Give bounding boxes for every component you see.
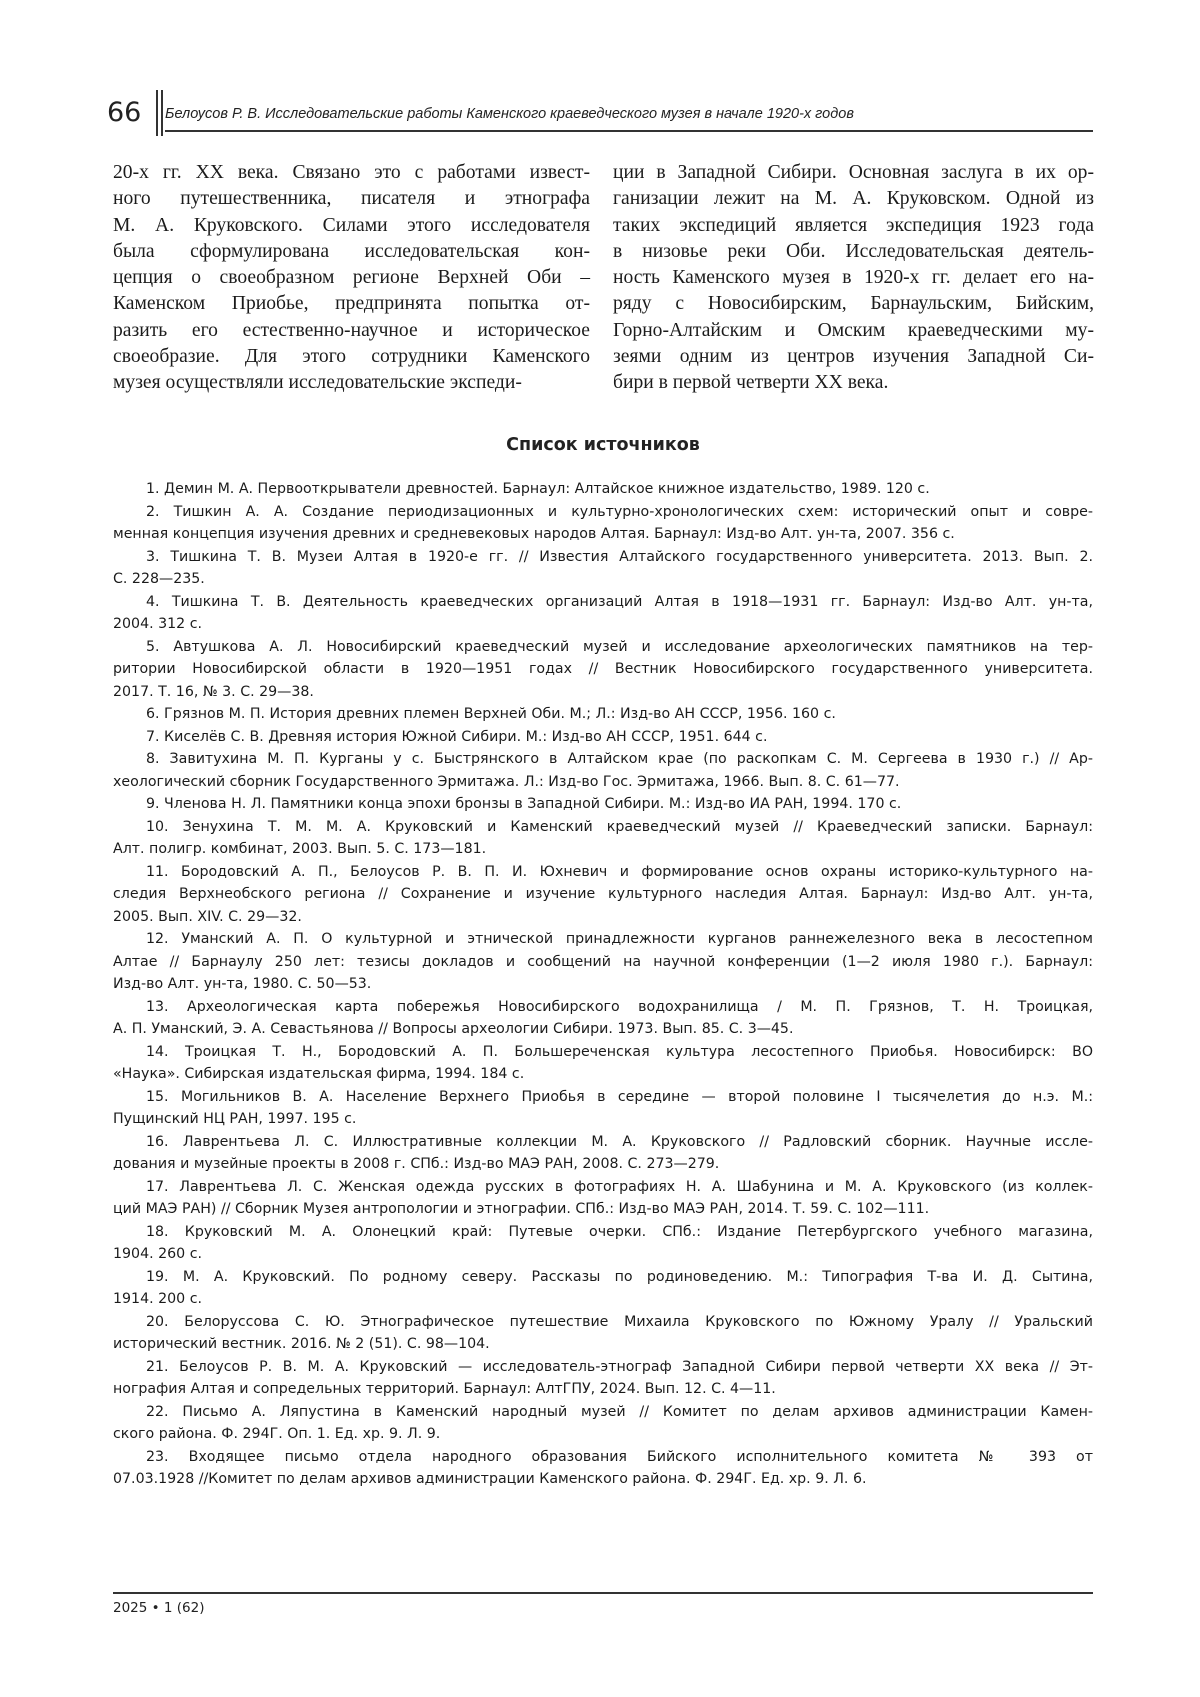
text-line: Пущинский НЦ РАН, 1997. 195 с.: [113, 1111, 357, 1127]
text-line: ритории Новосибирской области в 1920—1951 годах // Вестник Новосибирского государственного университета.: [113, 661, 1093, 677]
text-line: музея осуществляли исследовательские экспеди-: [113, 372, 522, 394]
reference-item: [113, 816, 1093, 861]
text-line: таких экспедиций является экспедиция 1923 года: [613, 214, 1094, 236]
text-line: М. А. Круковского. Силами этого исследователя: [113, 214, 590, 236]
text-line: была сформулирована исследовательская кон-: [113, 240, 590, 262]
references-title: Список источников: [506, 435, 700, 455]
text-line: Алтае // Барнаулу 250 лет: тезисы докладов и сообщений на научной конференции (1—2 июля 1980 г.). Барнаул:: [113, 953, 1093, 970]
reference-item: [113, 1176, 1093, 1221]
text-line: 2017. Т. 16, № 3. С. 29—38.: [113, 683, 314, 700]
text-line: бири в первой четверти XX века.: [613, 372, 889, 394]
text-line: зеями одним из центров изучения Западной Си-: [613, 346, 1094, 368]
reference-item: [113, 546, 1093, 591]
reference-item: [113, 1131, 1093, 1176]
references-list: [113, 478, 1093, 1491]
reference-item: [113, 1356, 1093, 1401]
text-line: 10. Зенухина Т. М. М. А. Круковский и Каменский краеведческий музей // Краеведческий записки. Барнаул:: [146, 818, 1093, 835]
text-line: Горно-Алтайским и Омским краеведческими му-: [613, 319, 1094, 341]
reference-item: [113, 793, 1093, 816]
text-line: 20. Белоруссова С. Ю. Этнографическое путешествие Михаила Круковского по Южному Уралу // Уральский: [146, 1313, 1093, 1330]
text-line: С. 228—235.: [113, 571, 205, 587]
reference-item: [113, 478, 1093, 501]
text-line: 16. Лаврентьева Л. С. Иллюстративные коллекции М. А. Круковского // Радловский сборник. Научные иссле-: [146, 1133, 1093, 1150]
text-line: Изд-во Алт. ун-та, 1980. С. 50—53.: [113, 976, 372, 992]
text-line: дования и музейные проекты в 2008 г. СПб.: Изд-во МАЭ РАН, 2008. С. 273—279.: [113, 1156, 720, 1172]
text-line: ного путешественника, писателя и этнографа: [113, 188, 590, 210]
header-article-title: Исследовательские работы Каменского краеведческого музея в начале 1920-х годов: [265, 106, 854, 122]
text-line: «Наука». Сибирская издательская фирма, 1994. 184 с.: [113, 1066, 525, 1082]
reference-item: [113, 1311, 1093, 1356]
text-line: исторический вестник. 2016. № 2 (51). С. 98—104.: [113, 1336, 490, 1352]
reference-item: [113, 1221, 1093, 1266]
text-line: 12. Уманский А. П. О культурной и этнической принадлежности курганов раннежелезного века в лесостепном: [146, 931, 1093, 947]
text-line: 2004. 312 с.: [113, 616, 203, 632]
reference-item: [113, 928, 1093, 996]
text-line: А. П. Уманский, Э. А. Севастьянова // Вопросы археологии Сибири. 1973. Вып. 85. С. 3—45.: [113, 1021, 794, 1037]
text-line: своеобразие. Для этого сотрудники Каменского: [113, 346, 590, 368]
text-line: в низовье реки Оби. Исследовательская деятель-: [613, 240, 1094, 262]
text-line: ряду с Новосибирским, Барнаульским, Бийским,: [613, 293, 1094, 315]
header-horizontal-rule: [165, 130, 1093, 132]
text-line: 1904. 260 с.: [113, 1246, 203, 1262]
text-line: ность Каменского музея в 1920-х гг. делает его на-: [613, 267, 1094, 289]
text-line: 14. Троицкая Т. Н., Бородовский А. П. Большереченская культура лесостепного Приобья. Новосибирск: ВО: [146, 1043, 1093, 1060]
reference-item: [113, 1266, 1093, 1311]
body-column-right: [613, 160, 1094, 397]
text-line: 13. Археологическая карта побережья Новосибирского водохранилища / М. П. Грязнов, Т. Н. Троицкая,: [146, 998, 1093, 1015]
text-line: 7. Киселёв С. В. Древняя история Южной Сибири. М.: Изд-во АН СССР, 1951. 644 с.: [146, 728, 768, 745]
text-line: Каменском Приобье, предпринята попытка от-: [113, 293, 590, 315]
reference-item: [113, 726, 1093, 749]
header-author: Белоусов Р. В.: [165, 106, 262, 122]
reference-item: [113, 1446, 1093, 1491]
text-line: хеологический сборник Государственного Эрмитажа. Л.: Изд-во Гос. Эрмитажа, 1966. Вып. 8. С. 61—77.: [113, 773, 900, 790]
body-column-left: [113, 160, 590, 397]
text-line: 2005. Вып. XIV. С. 29—32.: [113, 908, 302, 925]
text-line: 3. Тишкина Т. В. Музеи Алтая в 1920-е гг. // Известия Алтайского государственного университета. 2013. Вып. 2.: [146, 548, 1093, 565]
text-line: 20-х гг. XX века. Связано это с работами извест-: [113, 162, 590, 183]
footer-issue: 2025 • 1 (62): [113, 1600, 205, 1616]
header-vertical-rule: [161, 90, 163, 136]
text-line: 8. Завитухина М. П. Курганы у с. Быстрянского в Алтайском крае (по раскопкам С. М. Сергеева в 1930 г.) // Ар-: [146, 751, 1093, 767]
reference-item: [113, 861, 1093, 929]
text-line: 2. Тишкин А. А. Создание периодизационных и культурно-хронологических схем: исторический опыт и совре-: [146, 503, 1093, 520]
reference-item: [113, 1401, 1093, 1446]
reference-item: [113, 748, 1093, 793]
text-line: 07.03.1928 //Комитет по делам архивов администрации Каменского района. Ф. 294Г. Ед. хр. 9. Л. 6.: [113, 1471, 867, 1487]
text-line: ганизации лежит на М. А. Круковском. Одной из: [613, 188, 1094, 210]
footer-rule: [113, 1592, 1093, 1594]
text-line: 17. Лаврентьева Л. С. Женская одежда русских в фотографиях Н. А. Шабунина и М. А. Круковского (из коллек-: [146, 1178, 1093, 1195]
page-number: 66: [107, 97, 142, 128]
text-line: 21. Белоусов Р. В. М. А. Круковский — исследователь-этнограф Западной Сибири первой четверти XX века // Эт-: [146, 1358, 1093, 1375]
reference-item: [113, 501, 1093, 546]
text-line: 22. Письмо А. Ляпустина в Каменский народный музей // Комитет по делам архивов администрации Камен-: [146, 1403, 1093, 1420]
text-line: 9. Членова Н. Л. Памятники конца эпохи бронзы в Западной Сибири. М.: Изд-во ИА РАН, 1994. 170 с.: [146, 796, 902, 812]
text-line: следия Верхнеобского региона // Сохранение и изучение культурного наследия Алтая. Барнаул: Изд-во Алт. ун-та,: [113, 886, 1093, 902]
reference-item: [113, 636, 1093, 704]
text-line: разить его естественно-научное и историческое: [113, 319, 590, 341]
text-line: 4. Тишкина Т. В. Деятельность краеведческих организаций Алтая в 1918—1931 гг. Барнаул: Изд-во Алт. ун-та,: [146, 593, 1093, 610]
header-vertical-rule: [156, 90, 158, 136]
text-line: ции в Западной Сибири. Основная заслуга в их ор-: [613, 162, 1094, 183]
running-header: [165, 104, 1093, 124]
text-line: 11. Бородовский А. П., Белоусов Р. В. П. И. Юхневич и формирование основ охраны историко-культурного на-: [146, 863, 1093, 880]
text-line: 18. Круковский М. А. Олонецкий край: Путевые очерки. СПб.: Издание Петербургского учебного магазина,: [146, 1223, 1093, 1240]
text-line: менная концепция изучения древних и средневековых народов Алтая. Барнаул: Изд-во Алт. ун-та, 2007. 356 с.: [113, 526, 955, 542]
text-line: 23. Входящее письмо отдела народного образования Бийского исполнительного комитета № 393 от: [146, 1448, 1093, 1465]
text-line: ций МАЭ РАН) // Сборник Музея антропологии и этнографии. СПб.: Изд-во МАЭ РАН, 2014. Т. 59. С. 102—111.: [113, 1201, 930, 1217]
reference-item: [113, 1086, 1093, 1131]
text-line: Алт. полигр. комбинат, 2003. Вып. 5. С. 173—181.: [113, 841, 487, 857]
reference-item: [113, 591, 1093, 636]
reference-item: [113, 703, 1093, 726]
text-line: 15. Могильников В. А. Население Верхнего Приобья в середине — второй половине I тысячелетия до н.э. М.:: [146, 1088, 1093, 1105]
reference-item: [113, 996, 1093, 1041]
text-line: ского района. Ф. 294Г. Оп. 1. Ед. хр. 9. Л. 9.: [113, 1426, 441, 1442]
text-line: нография Алтая и сопредельных территорий. Барнаул: АлтГПУ, 2024. Вып. 12. С. 4—11.: [113, 1381, 776, 1397]
text-line: 5. Автушкова А. Л. Новосибирский краеведческий музей и исследование археологических памятников на тер-: [146, 638, 1093, 655]
text-line: цепция о своеобразном регионе Верхней Оби –: [113, 267, 590, 289]
reference-item: [113, 1041, 1093, 1086]
text-line: 1914. 200 с.: [113, 1291, 203, 1307]
text-line: 19. М. А. Круковский. По родному северу. Рассказы по родиноведению. М.: Типография Т-ва И. Д. Сытина,: [146, 1268, 1093, 1285]
text-line: 1. Демин М. А. Первооткрыватели древностей. Барнаул: Алтайское книжное издательство, 1989. 120 с.: [146, 481, 930, 497]
text-line: 6. Грязнов М. П. История древних племен Верхней Оби. М.; Л.: Изд-во АН СССР, 1956. 160 с.: [146, 706, 836, 722]
